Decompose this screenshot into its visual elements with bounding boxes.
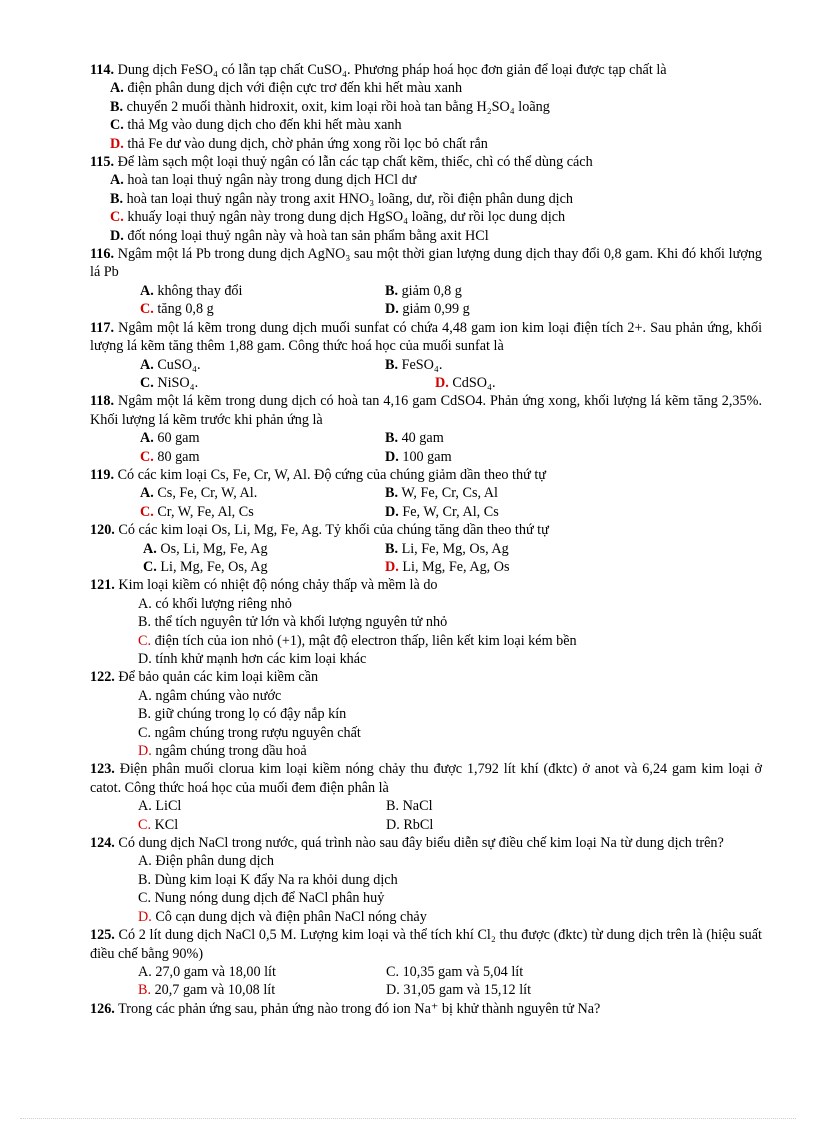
option[interactable]: D. RbCl — [386, 816, 434, 833]
option[interactable]: B. giảm 0,8 g — [385, 282, 462, 299]
option[interactable]: A. điện phân dung dịch với điện cực trơ đến khi hết màu xanh — [110, 80, 463, 97]
option[interactable]: A. hoà tan loại thuỷ ngân này trong dung dịch HCl dư — [110, 172, 417, 189]
question-125: 125. Có 2 lít dung dịch NaCl 0,5 M. Lượng kim loại và thể tích khí Cl₂ thu được (đktc) từ dung dịch trên là (hiệu suất điều chế bằng 90%) — [90, 927, 762, 962]
option[interactable]: A. ngâm chúng vào nước — [138, 687, 282, 704]
option[interactable]: A. Cs, Fe, Cr, W, Al. — [140, 485, 258, 502]
option[interactable]: D. 100 gam — [385, 448, 452, 465]
option-row — [90, 797, 762, 815]
question-118: 118. Ngâm một lá kẽm trong dung dịch có hoà tan 4,16 gam CdSO4. Phản ứng xong, khối lượng lá kẽm tăng 2,35%. Khối lượng lá kẽm trước khi phản ứng là — [90, 393, 762, 428]
option-row — [90, 558, 762, 576]
option-answer[interactable]: D. Li, Mg, Fe, Ag, Os — [385, 558, 510, 575]
question-120: 120. Có các kim loại Os, Li, Mg, Fe, Ag. Tỷ khối của chúng tăng dần theo thứ tự — [90, 522, 549, 539]
question-number: 114. — [90, 62, 115, 78]
option-row — [90, 540, 762, 558]
option[interactable]: A. Os, Li, Mg, Fe, Ag — [143, 540, 268, 557]
option-row — [90, 282, 762, 300]
option-answer[interactable]: C. Cr, W, Fe, Al, Cs — [140, 503, 254, 520]
option-answer[interactable]: D. thả Fe dư vào dung dịch, chờ phản ứng xong rồi lọc bỏ chất rắn — [110, 135, 488, 152]
option[interactable]: D. đốt nóng loại thuỷ ngân này và hoà tan sản phẩm bằng axit HCl — [110, 227, 489, 244]
option-row — [90, 429, 762, 447]
option[interactable]: D. tính khử mạnh hơn các kim loại khác — [138, 651, 367, 667]
question-stem: Dung dịch FeSO₄ có lẫn tạp chất CuSO₄. Phương pháp hoá học đơn giản để loại được tạp chất là — [117, 62, 667, 78]
option[interactable]: A. có khối lượng riêng nhỏ — [138, 595, 292, 612]
question-123: 123. Điện phân muối clorua kim loại kiềm nóng chảy thu được 1,792 lít khí (đktc) ở anot và 6,24 gam kim loại ở catot. Công thức hoá học của muối đem điện phân là — [90, 761, 763, 796]
question-116: 116. Ngâm một lá Pb trong dung dịch AgNO₃ sau một thời gian lượng dung dịch thay đổi 0,8 gam. Khi đó khối lượng lá Pb — [90, 246, 763, 281]
option[interactable]: C. thả Mg vào dung dịch cho đến khi hết màu xanh — [110, 117, 402, 134]
option-row — [90, 356, 762, 374]
question-126: 126. Trong các phản ứng sau, phản ứng nào trong đó ion Na⁺ bị khử thành nguyên tử Na? — [90, 1000, 601, 1017]
option-answer[interactable]: D. ngâm chúng trong dầu hoả — [138, 743, 307, 760]
option[interactable]: A. 27,0 gam và 18,00 lít — [138, 963, 276, 980]
option[interactable]: B. Dùng kim loại K đẩy Na ra khỏi dung dịch — [138, 871, 398, 888]
option-answer[interactable]: C. 80 gam — [140, 448, 200, 465]
option-answer[interactable]: C. khuấy loại thuỷ ngân này trong dung dịch HgSO₄ loãng, dư rồi lọc dung dịch — [110, 209, 566, 226]
question-114 — [90, 61, 762, 79]
option[interactable]: C. Nung nóng dung dịch để NaCl phân huỷ — [138, 890, 385, 907]
option[interactable]: B. Li, Fe, Mg, Os, Ag — [385, 540, 509, 557]
option[interactable]: B. FeSO₄. — [385, 356, 443, 373]
page-bottom-divider — [20, 1118, 796, 1119]
option[interactable]: C. 10,35 gam và 5,04 lít — [386, 963, 524, 980]
option[interactable]: B. 40 gam — [385, 430, 444, 447]
option[interactable]: A. LiCl — [138, 798, 182, 815]
question-119: 119. Có các kim loại Cs, Fe, Cr, W, Al. Độ cứng của chúng giảm dần theo thứ tự — [90, 466, 546, 483]
option[interactable]: A. 60 gam — [140, 430, 200, 447]
option-answer[interactable]: C. điện tích của ion nhỏ (+1), mật độ electron thấp, liên kết kim loại kém bền — [138, 632, 577, 649]
question-124: 124. Có dung dịch NaCl trong nước, quá trình nào sau đây biểu diễn sự điều chế kim loại Na từ dung dịch trên? — [90, 835, 724, 852]
option-row — [90, 300, 762, 318]
option[interactable]: C. Li, Mg, Fe, Os, Ag — [143, 558, 268, 575]
option-row — [90, 503, 762, 521]
option[interactable]: B. W, Fe, Cr, Cs, Al — [385, 485, 498, 502]
option-row — [90, 484, 762, 502]
option-row — [90, 963, 762, 981]
exam-page — [90, 61, 762, 1018]
option-answer[interactable]: C. KCl — [138, 816, 179, 833]
option-row — [90, 981, 762, 999]
option[interactable]: B. hoà tan loại thuỷ ngân này trong axit HNO₃ loãng, dư, rồi điện phân dung dịch — [110, 190, 574, 207]
option-answer[interactable]: B. 20,7 gam và 10,08 lít — [138, 982, 276, 999]
option[interactable]: A. không thay đổi — [140, 282, 243, 299]
option-answer[interactable]: D. Cô cạn dung dịch và điện phân NaCl nóng chảy — [138, 908, 427, 925]
question-121: 121. Kim loại kiềm có nhiệt độ nóng chảy thấp và mềm là do — [90, 577, 438, 594]
question-115: 115. Để làm sạch một loại thuỷ ngân có lẫn các tạp chất kẽm, thiếc, chì có thể dùng cách — [90, 154, 593, 171]
option[interactable]: B. thể tích nguyên tử lớn và khối lượng nguyên tử nhỏ — [138, 614, 448, 631]
option[interactable]: B. chuyển 2 muối thành hidroxit, oxit, kim loại rồi hoà tan bằng H₂SO₄ loãng — [110, 98, 550, 115]
option[interactable]: B. NaCl — [386, 798, 433, 815]
question-117: 117. Ngâm một lá kẽm trong dung dịch muối sunfat có chứa 4,48 gam ion kim loại điện tích 2+. Sau phản ứng, khối lượng lá kẽm tăng thêm 1,88 gam. Công thức hoá học của muối sunfat là — [90, 319, 763, 355]
question-122: 122. Để bảo quản các kim loại kiềm cần — [90, 669, 319, 686]
option-row — [90, 448, 762, 466]
option[interactable]: D. 31,05 gam và 15,12 lít — [386, 982, 532, 999]
option-answer[interactable]: C. tăng 0,8 g — [140, 301, 214, 318]
option[interactable]: C. ngâm chúng trong rượu nguyên chất — [138, 724, 361, 741]
option[interactable]: A. Điện phân dung dịch — [138, 853, 274, 870]
option-row — [90, 374, 762, 392]
option[interactable]: B. giữ chúng trong lọ có đậy nắp kín — [138, 706, 347, 723]
option[interactable]: A. CuSO₄. — [140, 356, 201, 373]
option-row — [90, 816, 762, 834]
option[interactable]: D. Fe, W, Cr, Al, Cs — [385, 503, 499, 520]
option[interactable]: D. giảm 0,99 g — [385, 301, 470, 318]
option-answer[interactable]: D. CdSO₄. — [435, 374, 496, 391]
option[interactable]: C. NiSO₄. — [140, 374, 199, 391]
